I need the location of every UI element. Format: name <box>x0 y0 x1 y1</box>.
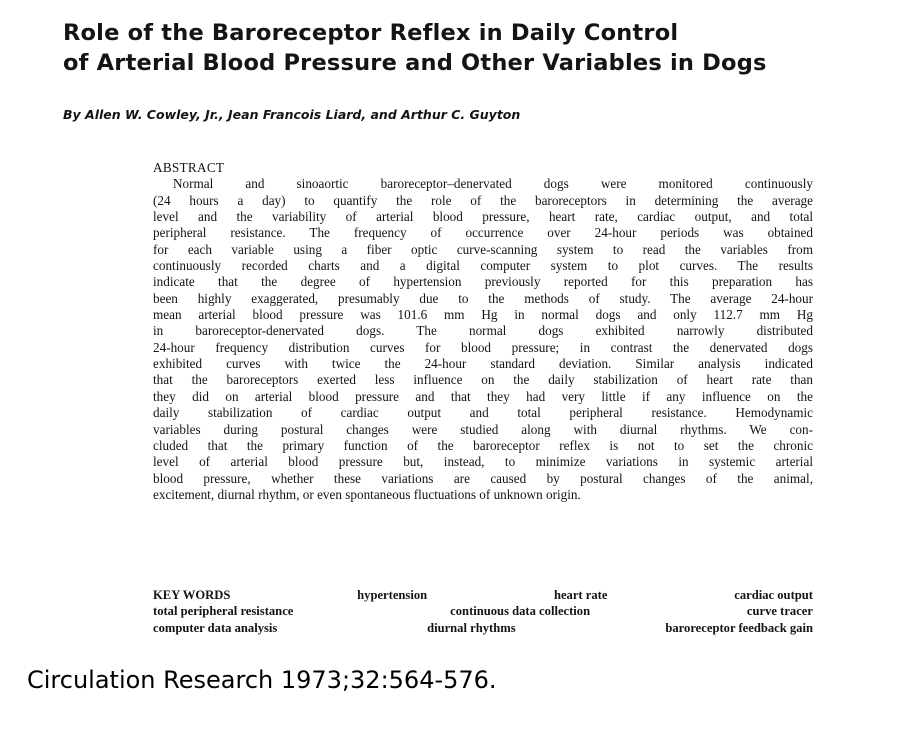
keywords-row <box>153 603 813 619</box>
keywords-row <box>153 620 813 636</box>
keywords-row <box>153 587 813 603</box>
abstract-line: 24-hour frequency distribution curves for blood pressure; in contrast the denervated dogs <box>153 339 813 355</box>
title-line: of Arterial Blood Pressure and Other Variables in Dogs <box>63 50 767 76</box>
abstract-line: daily stabilization of cardiac output and total peripheral resistance. Hemodynamic <box>153 405 813 421</box>
abstract-line: Normal and sinoaortic baroreceptor–denervated dogs were monitored continuously <box>173 176 813 192</box>
abstract-line: level and the variability of arterial blood pressure, heart rate, cardiac output, and total <box>153 209 813 225</box>
abstract-line: exhibited curves with twice the 24-hour standard deviation. Similar analysis indicated <box>153 356 813 372</box>
keyword: curve tracer <box>746 604 813 619</box>
abstract-line: for each variable using a fiber optic curve-scanning system to read the variables from <box>153 241 813 257</box>
keyword: continuous data collection <box>450 604 591 619</box>
citation: Circulation Research 1973;32:564-576. <box>27 666 497 694</box>
keyword: diurnal rhythms <box>427 620 516 635</box>
keyword: cardiac output <box>734 588 813 602</box>
paper-title <box>63 18 883 78</box>
abstract-line: blood pressure, whether these variations are caused by postural changes of the animal, <box>153 470 813 486</box>
abstract-line: (24 hours a day) to quantify the role of the baroreceptors in determining the average <box>153 192 813 208</box>
abstract-line: excitement, diurnal rhythm, or even spontaneous fluctuations of unknown origin. <box>153 486 581 502</box>
abstract-heading: ABSTRACT <box>153 160 225 175</box>
keywords-block <box>153 587 813 636</box>
abstract-line: been highly exaggerated, presumably due to the methods of study. The average 24-hour <box>153 290 813 306</box>
abstract-line: mean arterial blood pressure was 101.6 mm Hg in normal dogs and only 112.7 mm Hg <box>153 307 813 323</box>
keyword: hypertension <box>357 588 428 602</box>
keyword: total peripheral resistance <box>153 604 294 619</box>
abstract-line: continuously recorded charts and a digital computer system to plot curves. The results <box>153 258 813 274</box>
abstract-line: level of arterial blood pressure but, instead, to minimize variations in systemic arterial <box>153 454 813 470</box>
authors-line: By Allen W. Cowley, Jr., Jean Francois Liard, and Arthur C. Guyton <box>63 107 521 122</box>
abstract-line: in baroreceptor-denervated dogs. The normal dogs exhibited narrowly distributed <box>153 323 813 339</box>
abstract-block <box>153 160 813 503</box>
keyword: heart rate <box>553 588 608 602</box>
abstract-line: peripheral resistance. The frequency of occurrence over 24-hour periods was obtained <box>153 225 813 241</box>
keyword: computer data analysis <box>153 620 278 635</box>
keyword: baroreceptor feedback gain <box>665 620 813 635</box>
title-line: Role of the Baroreceptor Reflex in Daily Control <box>63 20 679 46</box>
abstract-line: that the baroreceptors exerted less influence on the daily stabilization of heart rate than <box>153 372 813 388</box>
abstract-line: indicate that the degree of hypertension previously reported for this preparation has <box>153 274 813 290</box>
abstract-line: variables during postural changes were studied along with diurnal rhythms. We con- <box>153 421 813 437</box>
abstract-line: they did on arterial blood pressure and that they had very little if any influence on the <box>153 388 813 404</box>
keywords-heading: KEY WORDS <box>153 588 231 602</box>
abstract-line: cluded that the primary function of the baroreceptor reflex is not to set the chronic <box>153 437 813 453</box>
